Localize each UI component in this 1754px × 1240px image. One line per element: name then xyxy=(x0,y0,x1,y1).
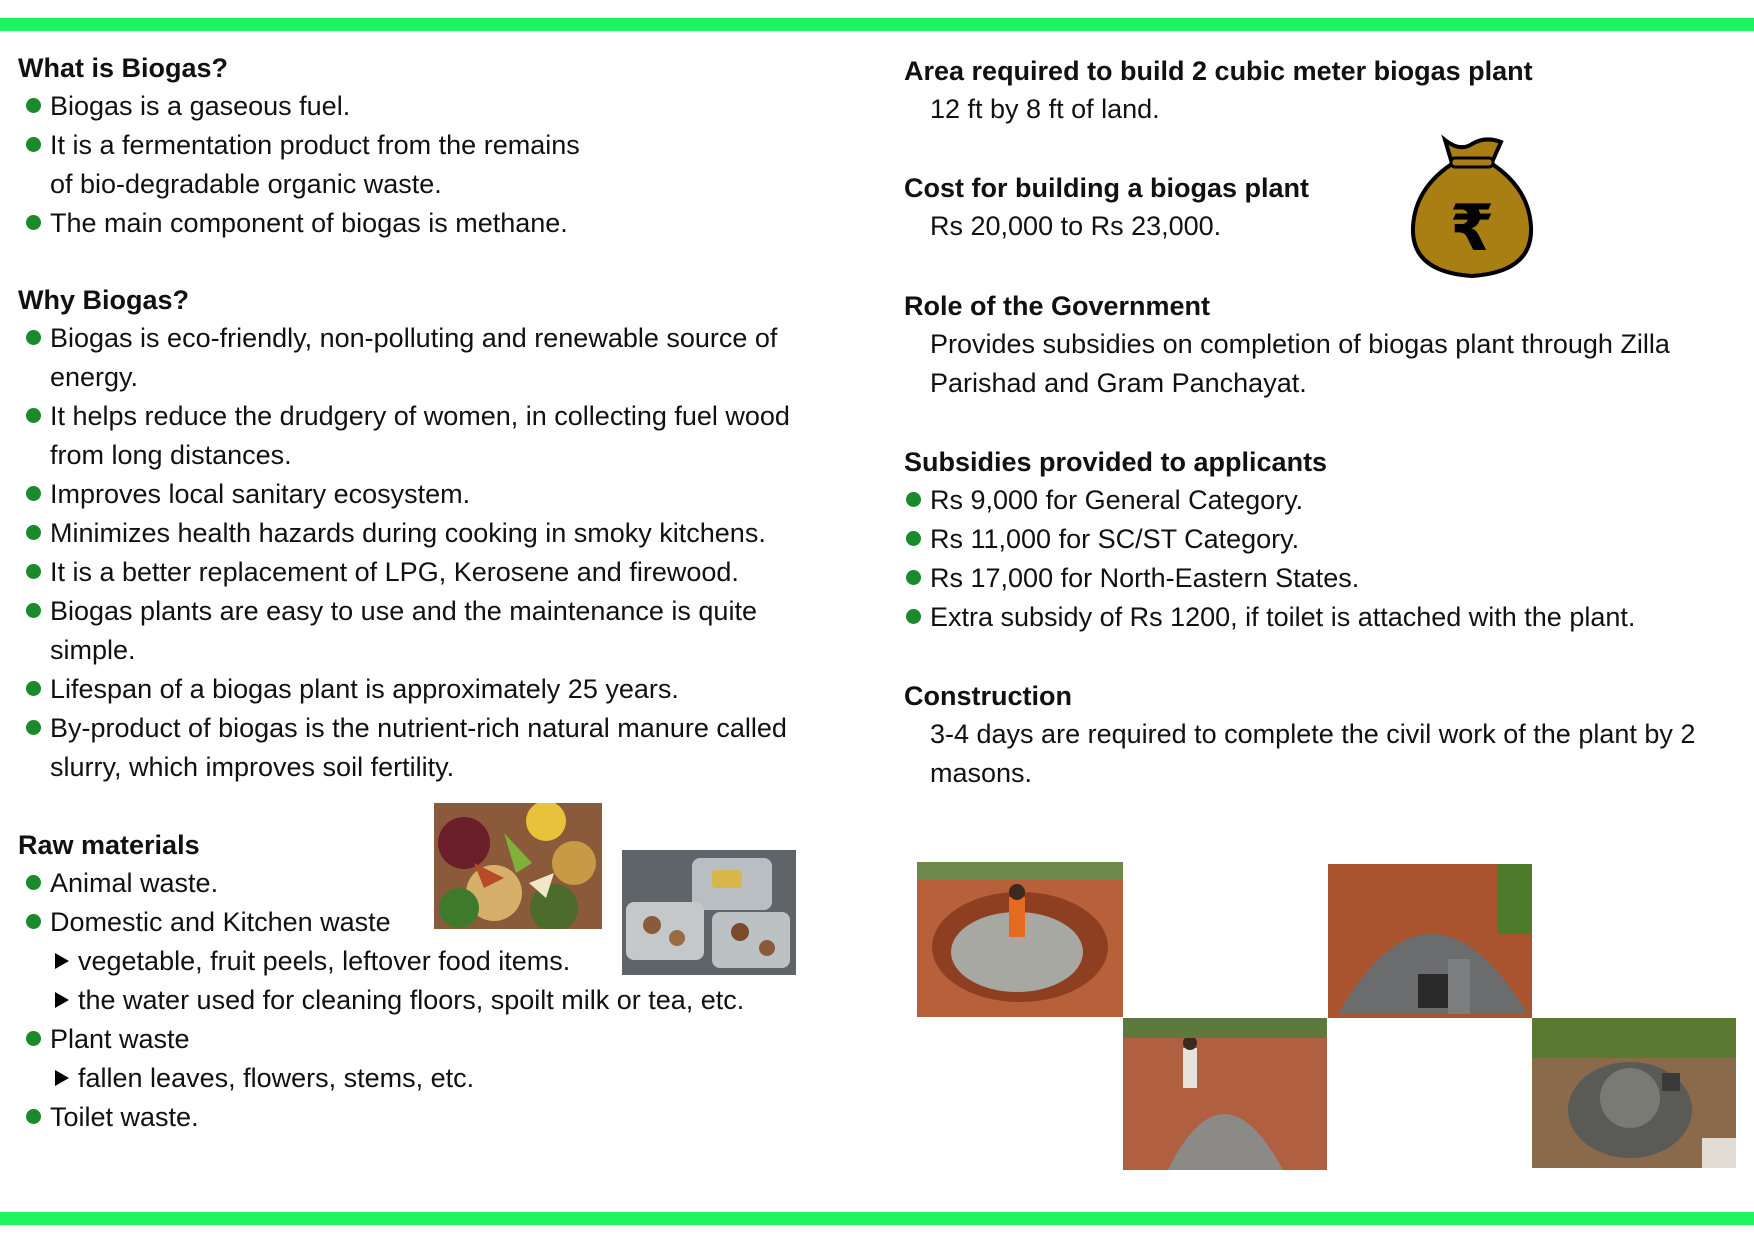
list-item: Biogas is a gaseous fuel. xyxy=(18,87,808,126)
list-item: Plant waste xyxy=(18,1020,808,1059)
list-item: Animal waste. xyxy=(18,864,808,903)
leftover-food-photo xyxy=(622,850,796,975)
list-item: It is a better replacement of LPG, Kerosene and firewood. xyxy=(18,553,808,592)
bullet-icon xyxy=(26,603,41,618)
money-bag-icon xyxy=(1405,132,1539,282)
construction-photo-3 xyxy=(1123,1018,1327,1170)
government-section xyxy=(904,288,1724,403)
bullet-icon xyxy=(906,609,921,624)
rupee-symbol: ₹ xyxy=(1449,192,1495,266)
area-section xyxy=(904,53,1724,129)
construction-photo-1 xyxy=(917,862,1123,1017)
what-is-biogas-section xyxy=(18,50,808,243)
area-heading: Area required to build 2 cubic meter biogas plant xyxy=(904,56,1533,86)
plant-sub-list xyxy=(18,1059,808,1098)
list-item: Rs 11,000 for SC/ST Category. xyxy=(898,520,1724,559)
list-item: It helps reduce the drudgery of women, in collecting fuel wood from long distances. xyxy=(18,397,808,475)
arrow-right-icon xyxy=(55,992,69,1008)
bullet-icon xyxy=(26,98,41,113)
list-item: It is a fermentation product from the remains of bio-degradable organic waste. xyxy=(18,126,808,204)
list-item: Biogas plants are easy to use and the maintenance is quite simple. xyxy=(18,592,808,670)
area-text: 12 ft by 8 ft of land. xyxy=(930,94,1160,124)
list-item: Improves local sanitary ecosystem. xyxy=(18,475,808,514)
sub-list-item: vegetable, fruit peels, leftover food items. xyxy=(18,942,808,981)
bullet-icon xyxy=(26,720,41,735)
why-biogas-section xyxy=(18,282,808,787)
bullet-icon xyxy=(26,914,41,929)
list-item: Domestic and Kitchen waste xyxy=(18,903,808,942)
bullet-icon xyxy=(26,330,41,345)
subsidies-heading: Subsidies provided to applicants xyxy=(904,447,1328,477)
raw-materials-heading: Raw materials xyxy=(18,830,200,860)
construction-photo-2 xyxy=(1328,864,1532,1018)
bullet-icon xyxy=(906,570,921,585)
bullet-icon xyxy=(26,215,41,230)
bullet-icon xyxy=(26,1031,41,1046)
bullet-icon xyxy=(906,492,921,507)
list-item: Toilet waste. xyxy=(18,1098,808,1137)
arrow-right-icon xyxy=(55,953,69,969)
what-is-biogas-list xyxy=(18,87,808,243)
list-item: Rs 17,000 for North-Eastern States. xyxy=(898,559,1724,598)
arrow-right-icon xyxy=(55,1070,69,1086)
list-item: Rs 9,000 for General Category. xyxy=(898,481,1724,520)
bullet-icon xyxy=(26,564,41,579)
list-item: Lifespan of a biogas plant is approximately 25 years. xyxy=(18,670,808,709)
government-text: Provides subsidies on completion of biogas plant through Zilla Parishad and Gram Panchayat. xyxy=(930,329,1670,398)
bottom-accent-bar xyxy=(0,1212,1754,1225)
bullet-icon xyxy=(26,681,41,696)
list-item: By-product of biogas is the nutrient-rich natural manure called slurry, which improves soil fertility. xyxy=(18,709,808,787)
sub-list-item: the water used for cleaning floors, spoilt milk or tea, etc. xyxy=(18,981,808,1020)
subsidies-list xyxy=(898,481,1724,637)
cost-section xyxy=(904,170,1724,246)
construction-section xyxy=(904,678,1724,793)
why-biogas-heading: Why Biogas? xyxy=(18,285,190,315)
government-heading: Role of the Government xyxy=(904,291,1211,321)
bullet-icon xyxy=(26,1109,41,1124)
bullet-icon xyxy=(26,875,41,890)
sub-list-item: fallen leaves, flowers, stems, etc. xyxy=(18,1059,808,1098)
cost-text: Rs 20,000 to Rs 23,000. xyxy=(930,211,1222,241)
bullet-icon xyxy=(26,486,41,501)
construction-heading: Construction xyxy=(904,681,1072,711)
bullet-icon xyxy=(26,137,41,152)
construction-photo-4 xyxy=(1532,1018,1736,1168)
subsidies-section xyxy=(904,444,1724,637)
bullet-icon xyxy=(26,525,41,540)
list-item: Extra subsidy of Rs 1200, if toilet is attached with the plant. xyxy=(898,598,1724,637)
list-item: The main component of biogas is methane. xyxy=(18,204,808,243)
list-item: Minimizes health hazards during cooking in smoky kitchens. xyxy=(18,514,808,553)
kitchen-waste-photo xyxy=(434,803,602,929)
what-is-biogas-heading: What is Biogas? xyxy=(18,53,229,83)
cost-heading: Cost for building a biogas plant xyxy=(904,173,1309,203)
list-item: Biogas is eco-friendly, non-polluting and renewable source of energy. xyxy=(18,319,808,397)
bullet-icon xyxy=(26,408,41,423)
top-accent-bar xyxy=(0,18,1754,31)
why-biogas-list xyxy=(18,319,808,787)
bullet-icon xyxy=(906,531,921,546)
construction-text: 3-4 days are required to complete the civil work of the plant by 2 masons. xyxy=(930,719,1696,788)
